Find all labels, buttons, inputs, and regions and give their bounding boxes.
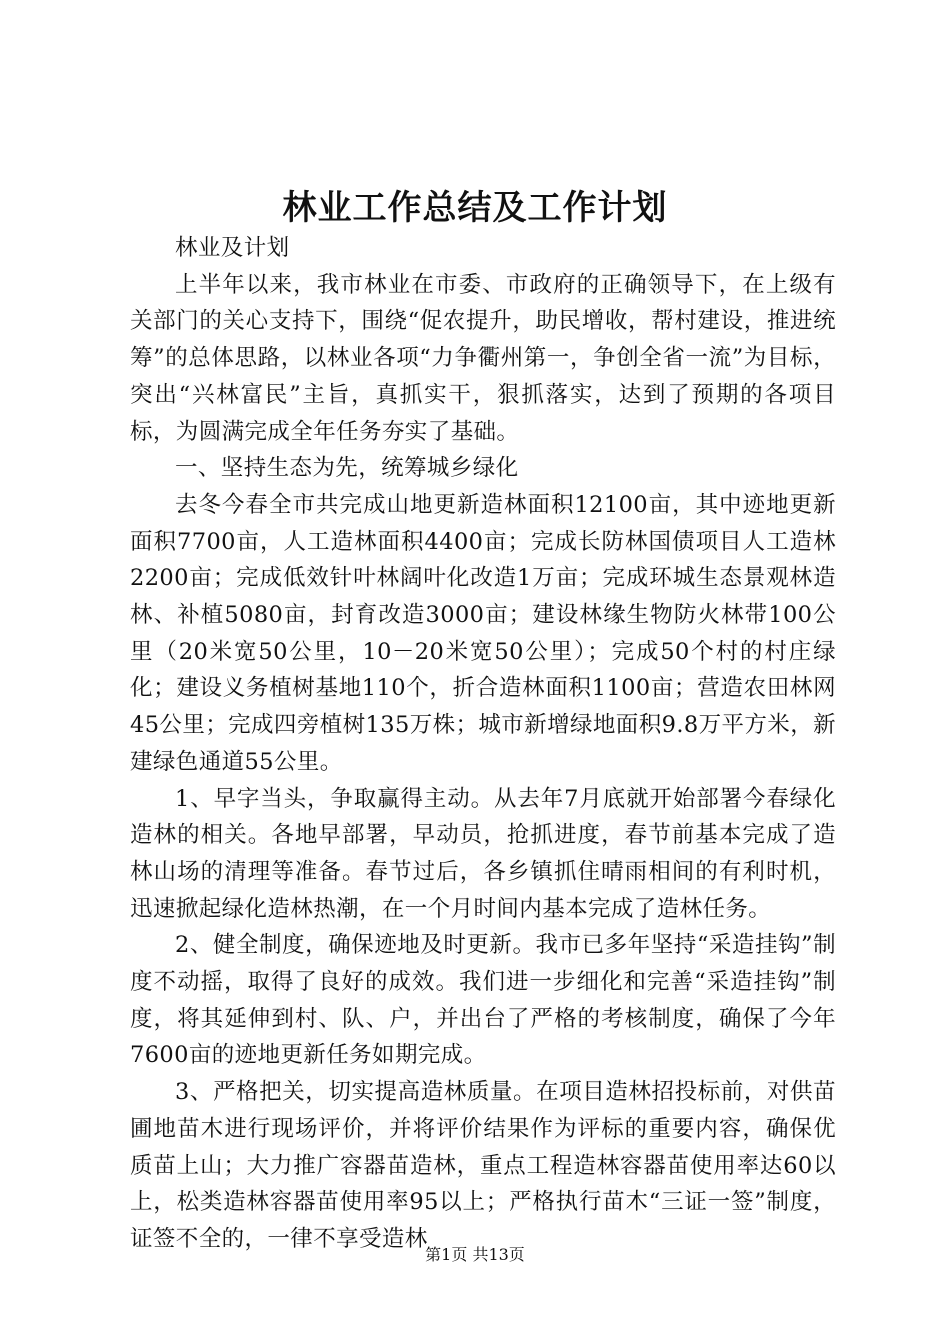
paragraph-intro: 上半年以来，我市林业在市委、市政府的正确领导下，在上级有关部门的关心支持下，围绕“促农提升，助民增收，帮村建设，推进统筹”的总体思路，以林业各项“力争衢州第一，争创全省一流”为目标，突出“兴林富民”主旨，真抓实干，狠抓落实，达到了预期的各项目标，为圆满完成全年任务夯实了基础。 (130, 271, 836, 445)
section-heading-1: 一、坚持生态为先，统筹城乡绿化 (175, 455, 519, 482)
paragraph-afforestation-stats: 去冬今春全市共完成山地更新造林面积12100亩，其中迹地更新面积7700亩，人工造林面积4400亩；完成长防林国债项目人工造林2200亩；完成低效针叶林阔叶化改造1万亩；完成环城生态景观林造林、补植5080亩，封育改造3000亩；建设林缘生物防火林带100公里（20米宽50公里，10－20米宽50公里）；完成50个村的村庄绿化；建设义务植树基地110个，折合造林面积1100亩；营造农田林网45公里；完成四旁植树135万株；城市新增绿地面积9.8万平方米，新建绿色通道55公里。 (130, 491, 836, 775)
document-title: 林业工作总结及工作计划 (282, 188, 668, 228)
paragraph-item-3: 3、严格把关，切实提高造林质量。在项目造林招投标前，对供苗圃地苗木进行现场评价，并将评价结果作为评标的重要内容，确保优质苗上山；大力推广容器苗造林，重点工程造林容器苗使用率达60以上，松类造林容器苗使用率95以上；严格执行苗木“三证一签”制度，证签不全的，一律不享受造林 (130, 1079, 836, 1252)
paragraph-item-2: 2、健全制度，确保迹地及时更新。我市已多年坚持“采造挂钩”制度不动摇，取得了良好的成效。我们进一步细化和完善“采造挂钩”制度，将其延伸到村、队、户，并出台了严格的考核制度，确保了今年7600亩的迹地更新任务如期完成。 (130, 932, 836, 1069)
paragraph-item-1: 1、早字当头，争取赢得主动。从去年7月底就开始部署今春绿化造林的相关。各地早部署，早动员，抢抓进度，春节前基本完成了造林山场的清理等准备。春节过后，各乡镇抓住晴雨相间的有利时机，迅速掀起绿化造林热潮，在一个月时间内基本完成了造林任务。 (130, 785, 836, 922)
page-footer: 第1页 共13页 (425, 1245, 525, 1264)
document-body (130, 230, 836, 1258)
paragraph-subtitle: 林业及计划 (175, 235, 290, 261)
